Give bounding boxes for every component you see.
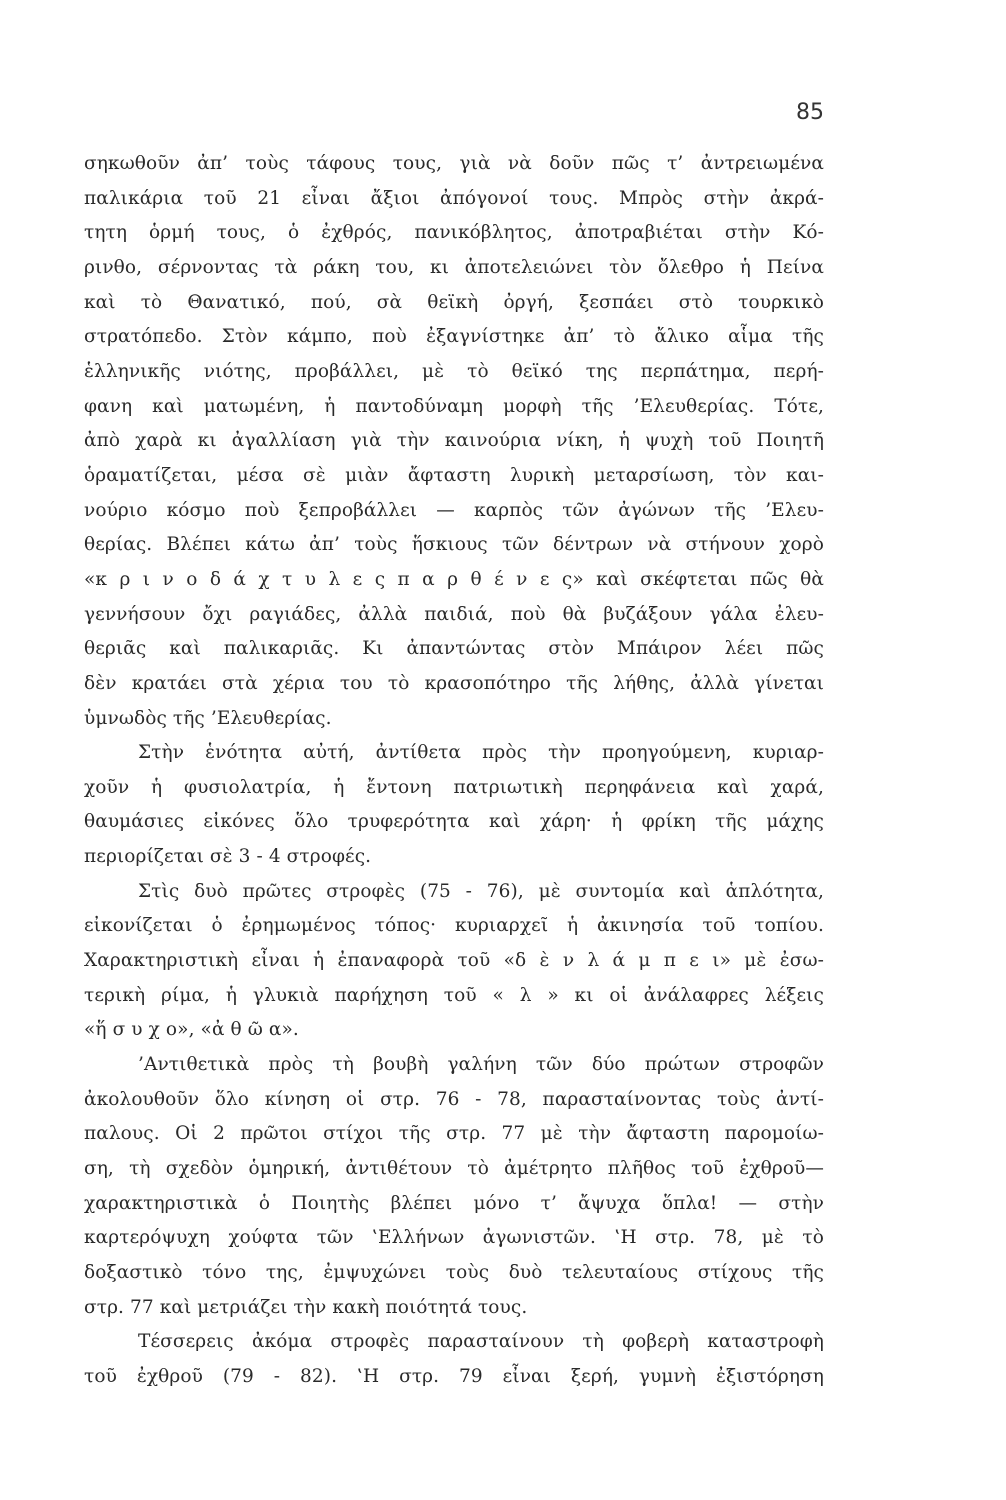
text-line: φανη καὶ ματωμένη, ἡ παντοδύναμη μορφὴ τῆς ’Ελευθερίας. Τότε, [84,395,824,417]
text-line: δοξαστικὸ τόνο της, ἐμψυχώνει τοὺς δυὸ τελευταίους στίχους τῆς [84,1262,824,1283]
text-line: ὑμνωδὸς τῆς ’Ελευθερίας. [84,707,332,729]
text-line: χαρακτηριστικὰ ὁ Ποιητὴς βλέπει μόνο τ’ ἄψυχα ὅπλα! — στὴν [84,1192,824,1214]
text-line: ἀπὸ χαρὰ κι ἀγαλλίαση γιὰ τὴν καινούρια νίκη, ἡ ψυχὴ τοῦ Ποιητῆ [84,430,824,452]
text-line: τοῦ ἐχθροῦ (79 - 82). ‛Η στρ. 79 εἶναι ξερή, γυμνὴ ἐξιστόρηση [84,1365,824,1387]
text-line: περιορίζεται σὲ 3 - 4 στροφές. [84,846,372,868]
text-line: στρ. 77 καὶ μετριάζει τὴν κακὴ ποιότητά τους. [84,1296,528,1318]
text-line: γεννήσουν ὄχι ραγιάδες, ἀλλὰ παιδιά, ποὺ θὰ βυζάξουν γάλα ἐλευ- [84,603,824,625]
text-line: Στὴν ἑνότητα αὐτή, ἀντίθετα πρὸς τὴν προηγούμενη, κυριαρ- [138,742,824,764]
text-line: ρινθο, σέρνοντας τὰ ράκη του, κι ἀποτελειώνει τὸν ὄλεθρο ἡ Πείνα [84,256,824,278]
text-line: τητη ὁρμή τους, ὁ ἐχθρός, πανικόβλητος, ἀποτραβιέται στὴν Κό- [84,222,824,244]
text-line: Χαρακτηριστικὴ εἶναι ἡ ἐπαναφορὰ τοῦ «δ ὲ ν λ ά μ π ε ι» μὲ ἐσω- [84,950,824,972]
text-line: εἰκονίζεται ὁ ἐρημωμένος τόπος· κυριαρχεῖ ἡ ἀκινησία τοῦ τοπίου. [84,915,824,937]
page-number: 85 [796,100,824,125]
text-line: «ἥ σ υ χ ο», «ἀ θ ῶ α». [84,1019,299,1041]
text-line: Στὶς δυὸ πρῶτες στροφὲς (75 - 76), μὲ συντομία καὶ ἁπλότητα, [138,880,824,902]
text-line: Τέσσερεις ἀκόμα στροφὲς παρασταίνουν τὴ φοβερὴ καταστροφὴ [138,1331,824,1353]
text-line: θεριᾶς καὶ παλικαριᾶς. Κι ἀπαντώντας στὸν Μπάιρον λέει πῶς [84,638,824,660]
body-text [84,147,824,1395]
text-line: καὶ τὸ Θανατικό, πού, σὰ θεϊκὴ ὀργή, ξεσπάει στὸ τουρκικὸ [84,291,824,313]
text-line: σηκωθοῦν ἀπ’ τοὺς τάφους τους, γιὰ νὰ δοῦν πῶς τ’ ἀντρειωμένα [84,153,824,174]
text-line: νούριο κόσμο ποὺ ξεπροβάλλει — καρπὸς τῶν ἀγώνων τῆς ’Ελευ- [84,499,824,521]
text-line: ’Αντιθετικὰ πρὸς τὴ βουβὴ γαλήνη τῶν δύο πρώτων στροφῶν [138,1054,824,1076]
text-line: παλους. Οἱ 2 πρῶτοι στίχοι τῆς στρ. 77 μὲ τὴν ἄφταστη παρομοίω- [84,1123,824,1145]
text-line: παλικάρια τοῦ 21 εἶναι ἄξιοι ἀπόγονοί τους. Μπρὸς στὴν ἀκρά- [84,187,824,209]
text-line: χοῦν ἡ φυσιολατρία, ἡ ἔντονη πατριωτικὴ περηφάνεια καὶ χαρά, [84,776,824,798]
text-line: καρτερόψυχη χούφτα τῶν ‛Ελλήνων ἀγωνιστῶν. ‛Η στρ. 78, μὲ τὸ [84,1227,824,1249]
text-line: ἑλληνικῆς νιότης, προβάλλει, μὲ τὸ θεϊκό της περπάτημα, περή- [84,360,824,382]
text-line: θερίας. Βλέπει κάτω ἀπ’ τοὺς ἥσκιους τῶν δέντρων νὰ στήνουν χορὸ [84,534,824,556]
text-line: ἀκολουθοῦν ὅλο κίνηση οἱ στρ. 76 - 78, παρασταίνοντας τοὺς ἀντί- [84,1088,824,1110]
text-line: ὁραματίζεται, μέσα σὲ μιὰν ἄφταστη λυρικὴ μεταρσίωση, τὸν και- [84,464,824,486]
text-line: ση, τὴ σχεδὸν ὁμηρική, ἀντιθέτουν τὸ ἀμέτρητο πλῆθος τοῦ ἐχθροῦ— [84,1158,824,1180]
text-line: δὲν κρατάει στὰ χέρια του τὸ κρασοπότηρο τῆς λήθης, ἀλλὰ γίνεται [84,672,824,694]
text-line: θαυμάσιες εἰκόνες ὅλο τρυφερότητα καὶ χάρη· ἡ φρίκη τῆς μάχης [84,811,824,833]
text-line: στρατόπεδο. Στὸν κάμπο, ποὺ ἐξαγνίστηκε ἀπ’ τὸ ἄλικο αἷμα τῆς [84,326,824,348]
text-line: «κ ρ ι ν ο δ ά χ τ υ λ ε ς π α ρ θ έ ν ε ς» καὶ σκέφτεται πῶς θὰ [84,568,824,590]
text-line: τερικὴ ρίμα, ἡ γλυκιὰ παρήχηση τοῦ « λ » κι οἱ ἀνάλαφρες λέξεις [84,984,824,1006]
